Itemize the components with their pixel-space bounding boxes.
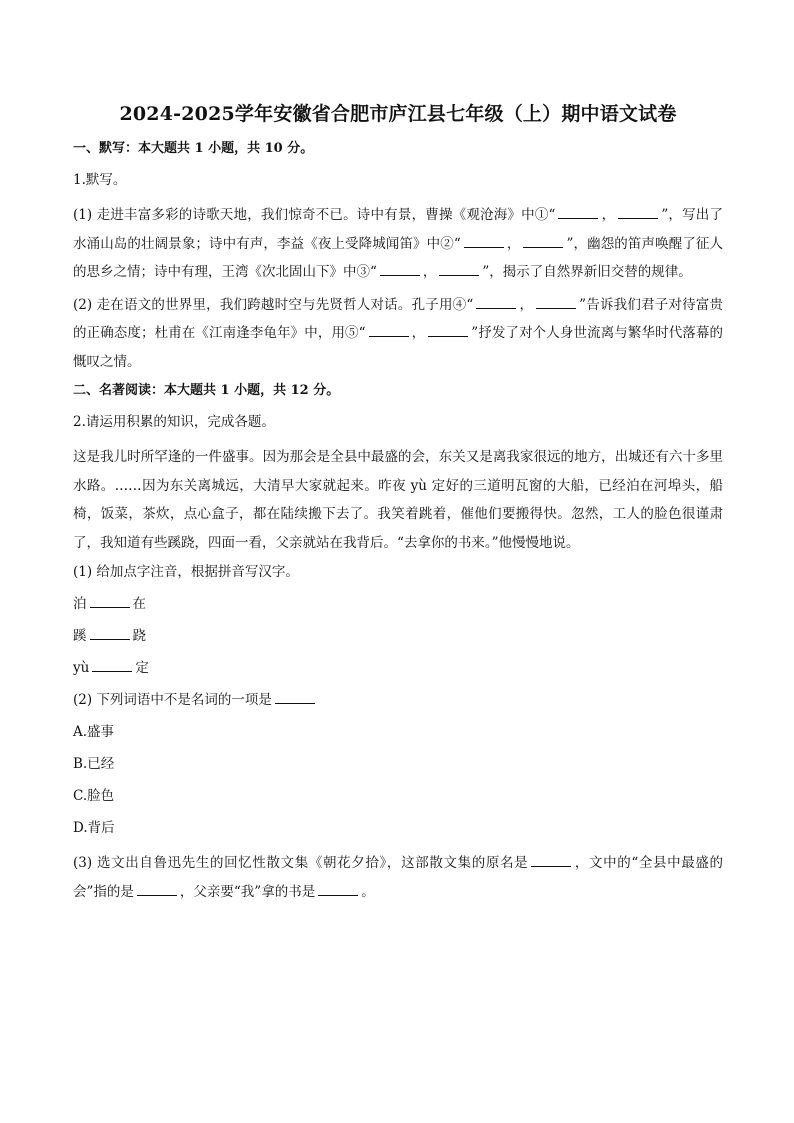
answer-blank[interactable] [439, 263, 479, 276]
q1-label: 1.默写。 [73, 172, 127, 188]
option-d: D.背后 [73, 820, 115, 836]
exam-page [73, 100, 723, 910]
sub-question-2: (2) 下列词语中不是名词的一项是 [73, 689, 723, 711]
answer-blank[interactable] [464, 235, 504, 248]
answer-blank[interactable] [618, 206, 658, 219]
answer-blank[interactable] [536, 296, 576, 309]
section2-heading: 二、名著阅读：本大题共 1 小题，共 12 分。 [73, 383, 340, 398]
answer-blank[interactable] [137, 883, 177, 896]
word-item-2: 蹊 跷 [73, 628, 146, 644]
q1-part2: (2) 走在语文的世界里，我们跨越时空与先贤哲人对话。孔子用④“ ， ”告诉我们君子对待富贵的正确态度；杜甫在《江南逢李龟年》中，用⑤“ ， ”抒发了对个人身世流离与繁华时代落幕的慨叹之情。 [73, 296, 724, 370]
sub-question-1: (1) 给加点字注音，根据拼音写汉字。 [73, 564, 299, 580]
answer-blank[interactable] [92, 659, 132, 672]
answer-blank[interactable] [476, 296, 516, 309]
exam-title: 2024-2025学年安徽省合肥市庐江县七年级（上）期中语文试卷 [119, 103, 677, 125]
q1-part1: (1) 走进丰富多彩的诗歌天地，我们惊奇不已。诗中有景，曹操《观沧海》中①“ ， ”，写出了水涌山岛的壮阔景象；诗中有声，李益《夜上受降城闻笛》中②“ ， ”，幽怨的笛声唤醒了征人的思乡之情；诗中有理，王湾《次北固山下》中③“ ， ”，揭示了自然界新旧交替的规律。 [73, 207, 724, 280]
answer-blank[interactable] [275, 691, 315, 704]
answer-blank[interactable] [90, 627, 130, 640]
answer-blank[interactable] [380, 263, 420, 276]
option-c: C.脸色 [73, 788, 115, 804]
answer-blank[interactable] [369, 324, 409, 337]
section1-heading: 一、默写：本大题共 1 小题，共 10 分。 [73, 141, 314, 156]
answer-blank[interactable] [531, 854, 571, 867]
reading-passage: 这是我儿时所罕逢的一件盛事。因为那会是全县中最盛的会，东关又是离我家很远的地方，出城还有六十多里水路。……因为东关离城远，大清早大家就起来。昨夜 yù 定好的三道明瓦窗的大船，已经泊在河埠头，船椅，饭菜，茶炊，点心盒子，都在陆续搬下去了。我笑着跳着，催他们要搬得快。忽然，工人的脸色很谨肃了，我知道有些蹊跷，四面一看，父亲就站在我背后。“去拿你的书来。”他慢慢地说。 [73, 449, 723, 551]
sub-question-3: (3) 选文出自鲁迅先生的回忆性散文集《朝花夕拾》，这部散文集的原名是 ，文中的“全县中最盛的会”指的是 ，父亲要“我”拿的书是 。 [73, 855, 723, 900]
q2-label: 2.请运用积累的知识，完成各题。 [73, 414, 275, 430]
answer-blank[interactable] [318, 883, 358, 896]
word-item-1: 泊 在 [73, 596, 146, 612]
answer-blank[interactable] [90, 595, 130, 608]
option-a: A.盛事 [73, 724, 115, 740]
answer-blank[interactable] [558, 206, 598, 219]
word-item-3: yù 定 [73, 660, 149, 676]
answer-blank[interactable] [523, 235, 563, 248]
option-b: B.已经 [73, 756, 115, 772]
answer-blank[interactable] [428, 324, 468, 337]
